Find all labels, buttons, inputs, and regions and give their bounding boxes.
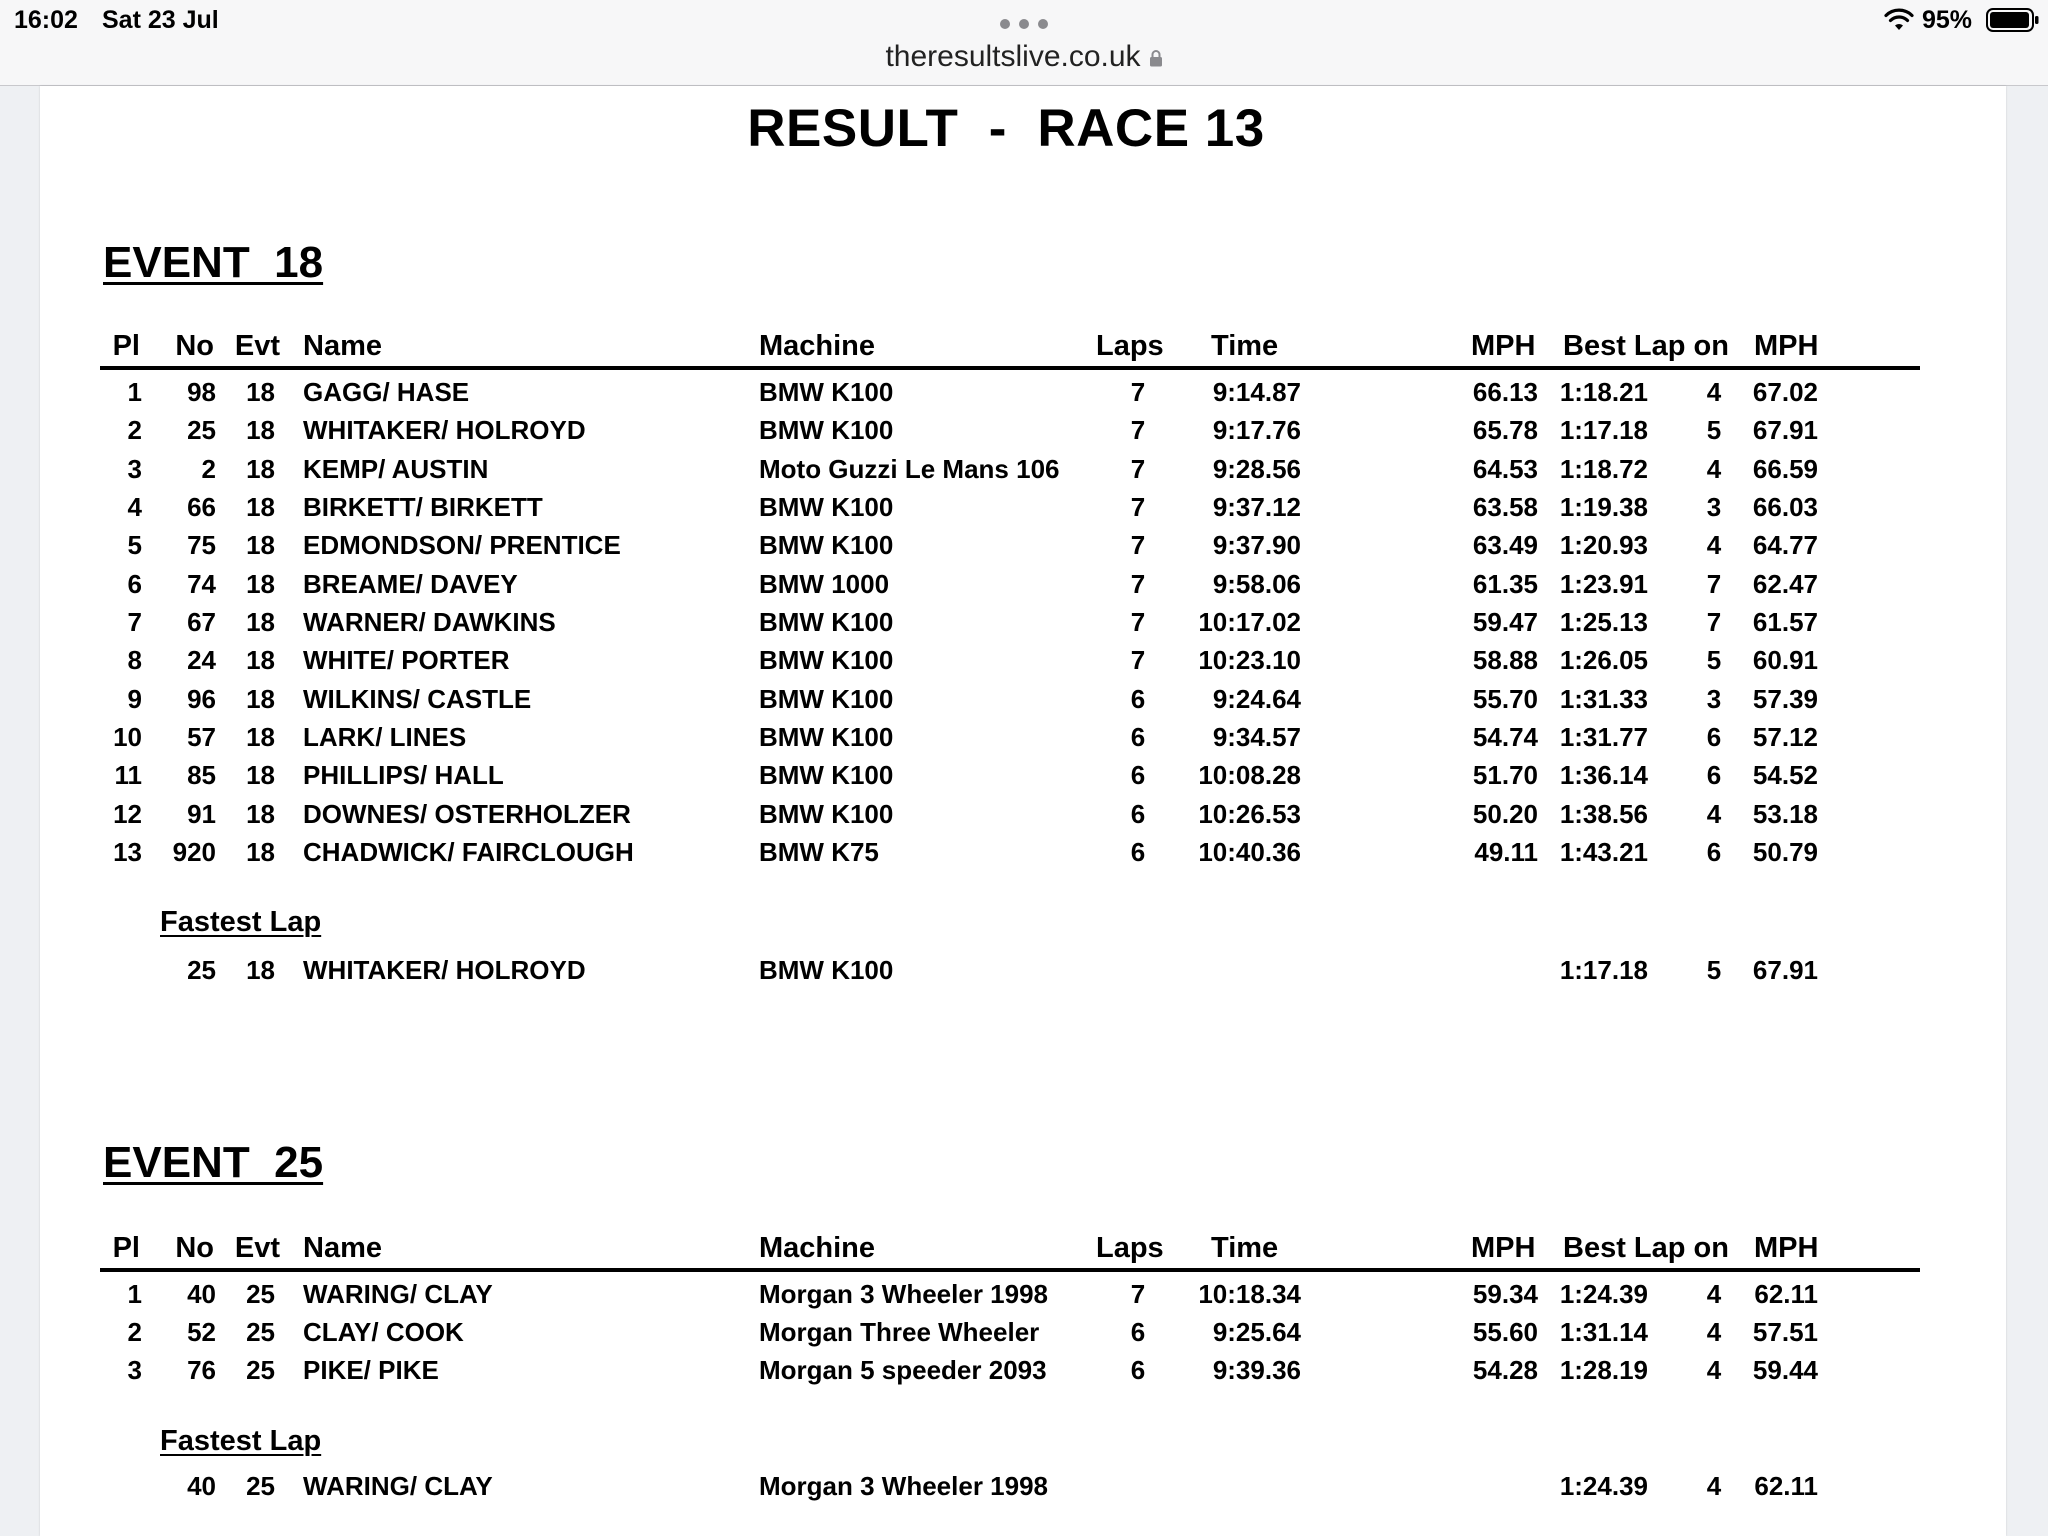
cell-evt: 25 (246, 1471, 275, 1501)
cell-time: 9:14.87 (1212, 377, 1301, 407)
fastest-lap-heading: Fastest Lap (160, 906, 322, 938)
col-time: Time (1211, 330, 1279, 362)
cell-best-lap: 1:28.19 (1559, 1355, 1648, 1385)
cell-on: 4 (1706, 377, 1722, 407)
cell-machine: Moto Guzzi Le Mans 106 (759, 454, 1060, 484)
cell-name: WARING/ CLAY (303, 1279, 493, 1309)
col-time: Time (1211, 1232, 1279, 1264)
cell-laps: 7 (1130, 492, 1146, 522)
status-date: Sat 23 Jul (102, 6, 219, 34)
cell-machine: BMW K100 (759, 607, 894, 637)
cell-laps: 6 (1130, 722, 1146, 752)
cell-pl: 13 (113, 837, 142, 867)
cell-on: 4 (1706, 1355, 1722, 1385)
cell-laps: 6 (1130, 799, 1146, 829)
col-no: No (175, 330, 214, 362)
cell-on: 3 (1706, 492, 1722, 522)
cell-best-mph: 62.11 (1754, 1279, 1818, 1309)
cell-laps: 7 (1130, 415, 1146, 445)
col-pl: Pl (112, 1232, 140, 1264)
cell-pl: 3 (127, 1355, 142, 1385)
col-best-lap (1563, 1232, 1729, 1265)
cell-pl: 6 (127, 569, 142, 599)
cell-best-mph: 66.59 (1752, 454, 1818, 484)
cell-no: 76 (187, 1355, 216, 1385)
cell-best-mph: 61.57 (1752, 607, 1818, 637)
cell-best-mph: 62.47 (1752, 569, 1818, 599)
cell-laps: 7 (1130, 645, 1146, 675)
cell-pl: 7 (127, 607, 142, 637)
cell-evt: 18 (246, 377, 275, 407)
cell-machine: BMW K100 (759, 955, 894, 985)
cell-best-mph: 57.51 (1752, 1317, 1818, 1347)
cell-evt: 18 (246, 645, 275, 675)
table-row (0, 645, 2048, 683)
cell-on: 6 (1706, 837, 1722, 867)
cell-laps: 7 (1130, 454, 1146, 484)
table-row (0, 1355, 2048, 1393)
cell-best-lap: 1:31.77 (1559, 722, 1648, 752)
col-mph: MPH (1471, 1232, 1536, 1264)
cell-machine: Morgan 5 speeder 2093 (759, 1355, 1047, 1385)
col-best-lap-label: Best Lap (1563, 330, 1686, 362)
lock-icon (1149, 49, 1163, 67)
col-laps: Laps (1096, 1232, 1164, 1264)
address-bar[interactable] (0, 40, 2048, 74)
cell-pl: 2 (127, 1317, 142, 1347)
cell-evt: 18 (246, 607, 275, 637)
table-row (0, 492, 2048, 530)
battery-icon (1986, 8, 2040, 32)
cell-on: 6 (1706, 760, 1722, 790)
col-best-lap (1563, 330, 1729, 363)
cell-best-mph: 66.03 (1752, 492, 1818, 522)
cell-pl: 1 (127, 377, 142, 407)
cell-laps: 7 (1130, 607, 1146, 637)
cell-best-lap: 1:24.39 (1559, 1279, 1648, 1309)
cell-no: 66 (187, 492, 216, 522)
cell-machine: BMW K100 (759, 760, 894, 790)
status-bar (0, 0, 2048, 86)
cell-mph: 54.74 (1472, 722, 1538, 752)
cell-laps: 6 (1130, 760, 1146, 790)
table-row (0, 377, 2048, 415)
cell-no: 91 (187, 799, 216, 829)
cell-name: KEMP/ AUSTIN (303, 454, 489, 484)
cell-evt: 18 (246, 492, 275, 522)
cell-name: WARNER/ DAWKINS (303, 607, 556, 637)
table-row (0, 684, 2048, 722)
cell-time: 9:34.57 (1212, 722, 1301, 752)
table-header (0, 1232, 2048, 1268)
cell-time: 9:39.36 (1212, 1355, 1301, 1385)
col-no: No (175, 1232, 214, 1264)
cell-best-lap: 1:31.33 (1559, 684, 1648, 714)
cell-no: 920 (172, 837, 216, 867)
cell-best-lap: 1:36.14 (1559, 760, 1648, 790)
cell-laps: 7 (1130, 569, 1146, 599)
cell-pl: 3 (127, 454, 142, 484)
cell-best-mph: 57.39 (1752, 684, 1818, 714)
cell-best-mph: 62.11 (1754, 1471, 1818, 1501)
cell-on: 5 (1706, 955, 1722, 985)
cell-best-lap: 1:20.93 (1559, 530, 1648, 560)
cell-mph: 59.47 (1472, 607, 1538, 637)
cell-no: 40 (187, 1471, 216, 1501)
cell-machine: BMW K100 (759, 492, 894, 522)
cell-name: PIKE/ PIKE (303, 1355, 439, 1385)
col-evt: Evt (234, 330, 280, 362)
more-options-icon[interactable] (1000, 14, 1048, 34)
cell-evt: 18 (246, 415, 275, 445)
cell-best-lap: 1:19.38 (1559, 492, 1648, 522)
cell-best-mph: 50.79 (1752, 837, 1818, 867)
cell-best-lap: 1:18.72 (1559, 454, 1648, 484)
col-machine: Machine (759, 330, 876, 362)
cell-time: 10:17.02 (1198, 607, 1301, 637)
table-row (0, 454, 2048, 492)
cell-pl: 11 (114, 760, 142, 790)
cell-best-lap: 1:43.21 (1559, 837, 1648, 867)
cell-evt: 18 (246, 530, 275, 560)
cell-evt: 18 (246, 569, 275, 599)
cell-best-mph: 67.91 (1752, 415, 1818, 445)
cell-evt: 18 (246, 684, 275, 714)
cell-pl: 2 (127, 415, 142, 445)
cell-best-mph: 67.02 (1752, 377, 1818, 407)
cell-mph: 63.58 (1472, 492, 1538, 522)
cell-machine: Morgan 3 Wheeler 1998 (759, 1471, 1048, 1501)
cell-on: 7 (1706, 569, 1722, 599)
cell-time: 9:58.06 (1212, 569, 1301, 599)
cell-time: 10:23.10 (1198, 645, 1301, 675)
cell-mph: 54.28 (1472, 1355, 1538, 1385)
cell-mph: 55.60 (1472, 1317, 1538, 1347)
fastest-lap-heading: Fastest Lap (160, 1425, 322, 1457)
cell-machine: BMW K100 (759, 415, 894, 445)
table-row (0, 1279, 2048, 1317)
cell-evt: 25 (246, 1317, 275, 1347)
col-evt: Evt (234, 1232, 280, 1264)
cell-laps: 6 (1130, 1317, 1146, 1347)
cell-mph: 64.53 (1472, 454, 1538, 484)
cell-no: 24 (187, 645, 216, 675)
table-row (0, 799, 2048, 837)
cell-no: 98 (187, 377, 216, 407)
event-title: EVENT 18 (103, 238, 324, 287)
fastest-lap-row (0, 1471, 2048, 1509)
status-time: 16:02 (14, 6, 78, 34)
cell-name: WILKINS/ CASTLE (303, 684, 532, 714)
cell-best-lap: 1:24.39 (1559, 1471, 1648, 1501)
cell-laps: 6 (1130, 1355, 1146, 1385)
cell-name: WHITAKER/ HOLROYD (303, 955, 586, 985)
cell-best-lap: 1:23.91 (1559, 569, 1648, 599)
cell-mph: 59.34 (1472, 1279, 1538, 1309)
cell-machine: BMW K100 (759, 377, 894, 407)
cell-evt: 18 (246, 760, 275, 790)
cell-no: 25 (187, 955, 216, 985)
cell-machine: BMW 1000 (759, 569, 890, 599)
cell-time: 9:37.90 (1212, 530, 1301, 560)
cell-on: 4 (1706, 1279, 1722, 1309)
cell-mph: 51.70 (1472, 760, 1538, 790)
cell-name: CLAY/ COOK (303, 1317, 464, 1347)
col-on-label: on (1693, 1232, 1729, 1264)
wifi-icon (1884, 6, 1914, 32)
table-row (0, 607, 2048, 645)
cell-on: 3 (1706, 684, 1722, 714)
cell-machine: Morgan Three Wheeler (759, 1317, 1040, 1347)
cell-name: DOWNES/ OSTERHOLZER (303, 799, 631, 829)
col-pl: Pl (112, 330, 140, 362)
col-laps: Laps (1096, 330, 1164, 362)
cell-best-mph: 59.44 (1752, 1355, 1818, 1385)
cell-on: 4 (1706, 1471, 1722, 1501)
cell-evt: 18 (246, 799, 275, 829)
cell-time: 9:17.76 (1212, 415, 1301, 445)
cell-pl: 8 (127, 645, 142, 675)
cell-time: 10:18.34 (1198, 1279, 1301, 1309)
cell-best-lap: 1:38.56 (1559, 799, 1648, 829)
cell-best-mph: 60.91 (1752, 645, 1818, 675)
cell-evt: 18 (246, 837, 275, 867)
col-name: Name (303, 330, 382, 362)
header-rule (100, 366, 1920, 370)
cell-evt: 18 (246, 722, 275, 752)
url-text: theresultslive.co.uk (885, 40, 1141, 73)
table-row (0, 837, 2048, 875)
cell-best-lap: 1:26.05 (1559, 645, 1648, 675)
cell-pl: 1 (127, 1279, 142, 1309)
table-row (0, 722, 2048, 760)
cell-mph: 49.11 (1474, 837, 1538, 867)
cell-mph: 63.49 (1472, 530, 1538, 560)
cell-mph: 58.88 (1472, 645, 1538, 675)
cell-laps: 6 (1130, 684, 1146, 714)
cell-on: 5 (1706, 415, 1722, 445)
cell-best-lap: 1:17.18 (1559, 955, 1648, 985)
cell-time: 9:24.64 (1212, 684, 1301, 714)
cell-mph: 61.35 (1472, 569, 1538, 599)
cell-pl: 12 (113, 799, 142, 829)
table-row (0, 569, 2048, 607)
cell-name: CHADWICK/ FAIRCLOUGH (303, 837, 634, 867)
event-title: EVENT 25 (103, 1138, 324, 1187)
cell-on: 4 (1706, 799, 1722, 829)
cell-best-mph: 53.18 (1752, 799, 1818, 829)
table-row (0, 415, 2048, 453)
cell-machine: Morgan 3 Wheeler 1998 (759, 1279, 1048, 1309)
cell-best-lap: 1:25.13 (1559, 607, 1648, 637)
cell-mph: 66.13 (1472, 377, 1538, 407)
cell-best-mph: 64.77 (1752, 530, 1818, 560)
cell-name: BIRKETT/ BIRKETT (303, 492, 543, 522)
cell-mph: 55.70 (1472, 684, 1538, 714)
cell-laps: 6 (1130, 837, 1146, 867)
battery-percentage: 95% (1922, 6, 1973, 34)
cell-no: 96 (187, 684, 216, 714)
col-best-mph: MPH (1754, 1232, 1819, 1264)
table-row (0, 1317, 2048, 1355)
cell-name: EDMONDSON/ PRENTICE (303, 530, 621, 560)
cell-no: 74 (187, 569, 216, 599)
col-machine: Machine (759, 1232, 876, 1264)
cell-no: 2 (201, 454, 216, 484)
cell-machine: BMW K100 (759, 722, 894, 752)
cell-pl: 9 (127, 684, 142, 714)
cell-time: 9:28.56 (1212, 454, 1301, 484)
table-row (0, 530, 2048, 568)
cell-pl: 10 (113, 722, 142, 752)
cell-no: 57 (187, 722, 216, 752)
cell-machine: BMW K100 (759, 645, 894, 675)
cell-time: 10:26.53 (1198, 799, 1301, 829)
cell-machine: BMW K100 (759, 684, 894, 714)
fastest-lap-row (0, 955, 2048, 993)
cell-best-lap: 1:18.21 (1559, 377, 1648, 407)
cell-name: WHITE/ PORTER (303, 645, 510, 675)
cell-machine: BMW K75 (759, 837, 879, 867)
table-header (0, 330, 2048, 366)
cell-no: 40 (187, 1279, 216, 1309)
page-title: RESULT - RACE 13 (747, 99, 1265, 158)
cell-evt: 18 (246, 955, 275, 985)
cell-no: 85 (187, 760, 216, 790)
cell-evt: 18 (246, 454, 275, 484)
cell-on: 4 (1706, 530, 1722, 560)
col-best-mph: MPH (1754, 330, 1819, 362)
cell-no: 25 (187, 415, 216, 445)
cell-time: 10:40.36 (1198, 837, 1301, 867)
cell-best-mph: 67.91 (1752, 955, 1818, 985)
cell-evt: 25 (246, 1355, 275, 1385)
cell-no: 67 (187, 607, 216, 637)
cell-no: 52 (187, 1317, 216, 1347)
cell-pl: 5 (127, 530, 142, 560)
cell-name: BREAME/ DAVEY (303, 569, 518, 599)
cell-name: PHILLIPS/ HALL (303, 760, 504, 790)
cell-evt: 25 (246, 1279, 275, 1309)
table-row (0, 760, 2048, 798)
cell-time: 10:08.28 (1198, 760, 1301, 790)
cell-machine: BMW K100 (759, 530, 894, 560)
cell-time: 9:37.12 (1212, 492, 1301, 522)
cell-machine: BMW K100 (759, 799, 894, 829)
col-on-label: on (1693, 330, 1729, 362)
cell-no: 75 (187, 530, 216, 560)
cell-time: 9:25.64 (1212, 1317, 1301, 1347)
cell-mph: 65.78 (1472, 415, 1538, 445)
col-name: Name (303, 1232, 382, 1264)
cell-pl: 4 (127, 492, 142, 522)
cell-best-mph: 57.12 (1752, 722, 1818, 752)
col-mph: MPH (1471, 330, 1536, 362)
cell-best-mph: 54.52 (1752, 760, 1818, 790)
cell-laps: 7 (1130, 377, 1146, 407)
cell-best-lap: 1:31.14 (1559, 1317, 1648, 1347)
header-rule (100, 1268, 1920, 1272)
cell-best-lap: 1:17.18 (1559, 415, 1648, 445)
cell-name: WHITAKER/ HOLROYD (303, 415, 586, 445)
cell-laps: 7 (1130, 530, 1146, 560)
cell-on: 4 (1706, 454, 1722, 484)
cell-name: GAGG/ HASE (303, 377, 470, 407)
cell-on: 4 (1706, 1317, 1722, 1347)
cell-mph: 50.20 (1472, 799, 1538, 829)
cell-name: WARING/ CLAY (303, 1471, 493, 1501)
cell-name: LARK/ LINES (303, 722, 467, 752)
cell-laps: 7 (1130, 1279, 1146, 1309)
cell-on: 6 (1706, 722, 1722, 752)
cell-on: 7 (1706, 607, 1722, 637)
col-best-lap-label: Best Lap (1563, 1232, 1686, 1264)
cell-on: 5 (1706, 645, 1722, 675)
